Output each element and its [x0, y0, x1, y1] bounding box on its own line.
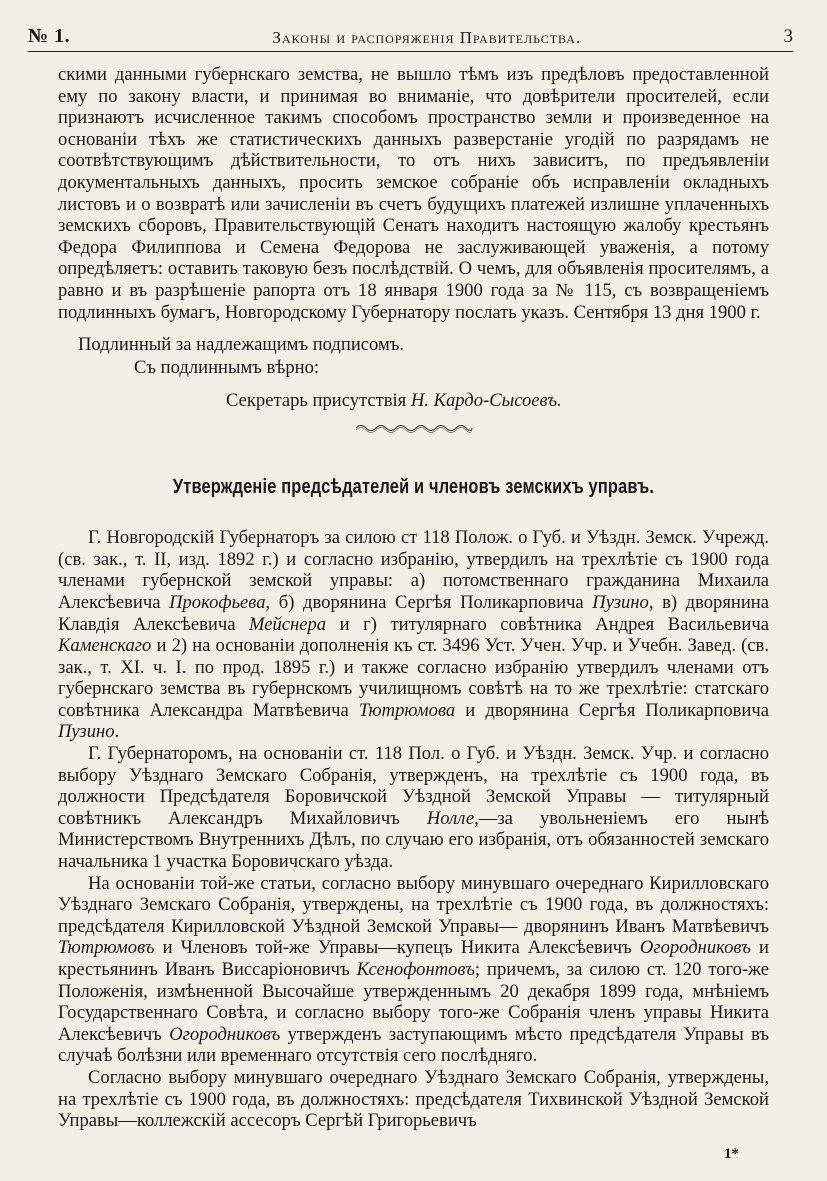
page-body — [58, 64, 769, 1132]
signature-original-note: Подлинный за надлежащимъ подписомъ. — [78, 334, 405, 356]
paragraph-kirillov-approval — [58, 873, 769, 1067]
text-run: , б) дворянина Сергѣя Поликарповича — [265, 591, 593, 613]
secretary-title: Секретарь присутствія — [226, 390, 407, 412]
text-run: ,—за увольненіемъ его нынѣ Министерствомъ Внутреннихъ Дѣлъ, по случаю его избранія, отъ обязанностей земскаго начальника 1 участка Боровичскаго уѣзда. — [58, 807, 770, 873]
person-name: Нолле — [426, 807, 475, 829]
text-run: На основаніи той-же статьи, согласно выбору минувшаго очереднаго Кирилловскаго Уѣзднаго Земскаго Собранія, утверждены, на трехлѣтіе съ 1900 года, въ должностяхъ: предсѣдателя Кирилловской Уѣздной Земской Управы— дворянинъ Иванъ Матвѣевичъ — [58, 872, 769, 937]
secretary-name: Н. Кардо-Сысоевъ. — [410, 390, 562, 412]
signature-mark: 1* — [724, 1146, 739, 1162]
signature-secretary-line — [58, 389, 769, 412]
wavy-divider-ornament — [354, 422, 474, 434]
text-run: ; причемъ, за силою ст. 120 того-же Положенія, измѣненной Высочайше утвержденнымъ 20 декабря 1899 года, мнѣніемъ Государственнаго Совѣта, и согласно выбору того-же Собранія членъ управы Никита Алексѣевичъ — [58, 959, 769, 1045]
text-run: и 2) на основаніи дополненія къ ст. 3496 Уст. Учен. Учр. и Учебн. Завед. (св. зак., т. XI. ч. I. по прод. 1895 г.) и также согласно избранію утвердилъ членами отъ губернскаго земства въ губернскомъ училищномъ совѣтѣ на то же трехлѣтіе: статскаго совѣтника Александра Матвѣевича — [58, 635, 769, 721]
person-name: Мейснера — [249, 613, 327, 635]
person-name: Пузино — [592, 591, 649, 613]
person-name: Огородниковъ — [639, 937, 751, 959]
person-name: Пузино — [58, 721, 115, 743]
text-run: . — [114, 721, 120, 743]
text-run: и крестьянинъ Иванъ Виссаріоновичъ — [58, 937, 769, 980]
text-run: утвержденъ заступающимъ мѣсто предсѣдателя Управы въ случаѣ болѣзни или временнаго отсутствія сего послѣдняго. — [58, 1023, 769, 1067]
issue-number: № 1. — [28, 25, 71, 47]
text-run: и г) титулярнаго совѣтника Андрея Васильевича — [326, 613, 769, 635]
running-title: Законы и распоряженія Правительства. — [272, 28, 582, 47]
paragraph-governor-approval — [58, 527, 769, 743]
page-number: 3 — [783, 26, 793, 47]
text-run: и Членовъ той-же Управы—купецъ Никита Алексѣевичъ — [154, 937, 640, 959]
text-run: и дворянина Сергѣя Поликарповича — [455, 699, 769, 721]
paragraph-tikhvin-approval: Согласно выбору минувшаго очереднаго Уѣзднаго Земскаго Собранія, утверждены, на трехлѣтіе съ 1900 года, въ должностяхъ: предсѣдателя Тихвинской Уѣздной Земской Управы—коллежскій ассесоръ Сергѣй Григорьевичъ — [58, 1066, 769, 1132]
text-run: Г. Губернаторомъ, на основаніи ст. 118 Пол. о Губ. и Уѣздн. Земск. Учр. и согласно выбору Уѣзднаго Земскаго Собранія, утвержденъ, на трехлѣтіе съ 1900 года, въ должности Предсѣдателя Боровичской Уѣздной Земской Управы — титулярный совѣтникъ Александръ Михайловичъ — [58, 743, 769, 829]
person-name: Огородниковъ — [169, 1023, 281, 1045]
text-run: Г. Новгородскій Губернаторъ за силою ст 118 Полож. о Губ. и Уѣздн. Земск. Учрежд. (св. зак., т. II, изд. 1892 г.) и согласно избранію, утвердилъ на трехлѣтіе съ 1900 года членами губернской земской управы: а) потомственнаго гражданина Михаила Алексѣевича — [58, 527, 769, 613]
section-title: Утвержденіе предсѣдателей и членовъ земскихъ управъ. — [172, 476, 655, 499]
person-name: Прокофьева — [169, 591, 266, 613]
person-name: Тютрюмова — [358, 699, 456, 721]
person-name: Каменскаго — [58, 635, 152, 657]
text-run: , в) дворянина Клавдія Алексѣевича — [58, 591, 770, 635]
signature-certified-note: Съ подлиннымъ вѣрно: — [134, 357, 320, 379]
page-header — [28, 20, 793, 52]
person-name: Ксенофонтовъ — [356, 959, 475, 980]
paragraph-borovichi-approval — [58, 743, 769, 873]
person-name: Тютрюмовъ — [58, 937, 155, 959]
signature-block — [58, 333, 769, 412]
paragraph-senate-decision: скими данными губернскаго земства, не вышло тѣмъ изъ предѣловъ предоставленной ему по закону власти, и принимая во вниманіе, что довѣрители просителей, если признаютъ исчисленное такимъ способомъ пространство земли и произведенное на основаніи тѣхъ же статистическихъ данныхъ разверстаніе угодій по разрядамъ не соотвѣтствующимъ дѣйствительности, то отъ нихъ зависитъ, по предъявленіи документальныхъ данныхъ, просить земское собраніе объ исправленіи окладныхъ листовъ и о возвратѣ или зачисленіи въ счетъ будущихъ платежей излишне уплаченныхъ земскихъ сборовъ, Правительствующій Сенатъ находитъ настоящую жалобу крестьянъ Федора Филиппова и Семена Федорова не заслуживающей уваженія, а потому опредѣляетъ: оставить таковую безъ послѣдствій. О чемъ, для объявленія просителямъ, а равно и въ разрѣшеніе рапорта отъ 18 января 1900 года за № 115, съ возвращеніемъ подлинныхъ бумагъ, Новгородскому Губернатору послать указъ. Сентября 13 дня 1900 г. — [58, 64, 769, 323]
